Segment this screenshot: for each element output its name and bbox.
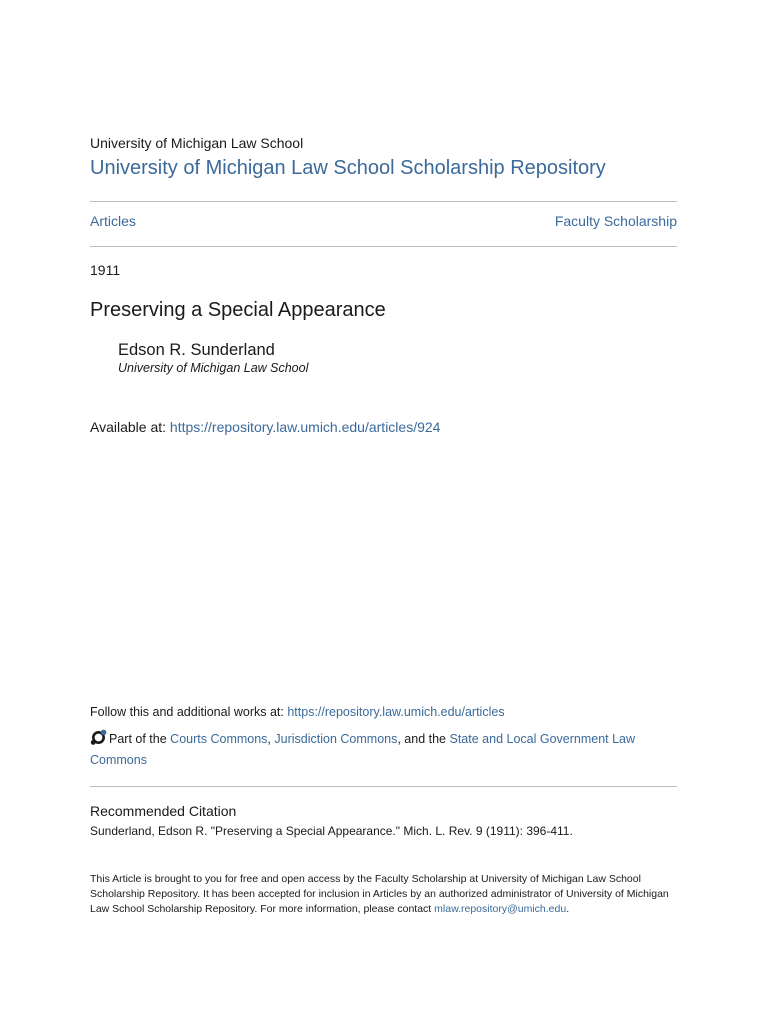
follow-label: Follow this and additional works at: (90, 705, 284, 719)
courts-commons-link[interactable]: Courts Commons (170, 732, 268, 746)
notice-text: This Article is brought to you for free and open access by the Faculty Scholarship at University of Michigan Law School Scholarship Repository. It has been accepted for inclusion in Articles by an authorized administrator of University of Michigan Law School Scholarship Repository. For more information, please contact (90, 873, 669, 915)
institution-name: University of Michigan Law School (90, 135, 304, 151)
jurisdiction-commons-link[interactable]: Jurisdiction Commons (274, 732, 398, 746)
articles-url-link[interactable]: https://repository.law.umich.edu/articles (287, 705, 505, 719)
follow-line (90, 705, 505, 719)
divider-top (90, 201, 677, 202)
divider-bottom (90, 786, 677, 787)
faculty-scholarship-link[interactable]: Faculty Scholarship (554, 213, 677, 229)
part-of-prefix: Part of the (109, 732, 167, 746)
state-local-government-law-commons-link[interactable]: State and Local Government Law Commons (90, 732, 636, 767)
recommended-citation-heading: Recommended Citation (90, 803, 237, 819)
network-icon (90, 729, 107, 746)
publication-year: 1911 (90, 262, 121, 278)
articles-link[interactable]: Articles (90, 213, 136, 229)
repository-link[interactable]: University of Michigan Law School Scholarship Repository (90, 157, 606, 179)
separator-2: , and the (397, 732, 447, 746)
separator-1: , (267, 732, 271, 746)
part-of-commons (90, 729, 677, 771)
article-url-link[interactable]: https://repository.law.umich.edu/articles/924 (169, 419, 441, 435)
access-notice (90, 872, 670, 916)
recommended-citation-text: Sunderland, Edson R. "Preserving a Special Appearance." Mich. L. Rev. 9 (1911): 396-411. (90, 824, 573, 838)
available-at (90, 419, 440, 435)
divider-nav (90, 246, 677, 247)
notice-end: . (566, 902, 570, 915)
author-affiliation: University of Michigan Law School (118, 361, 309, 375)
article-title: Preserving a Special Appearance (90, 299, 386, 321)
available-label: Available at: (90, 419, 167, 435)
author-name: Edson R. Sunderland (118, 341, 275, 359)
contact-email-link[interactable]: mlaw.repository@umich.edu (434, 902, 567, 915)
